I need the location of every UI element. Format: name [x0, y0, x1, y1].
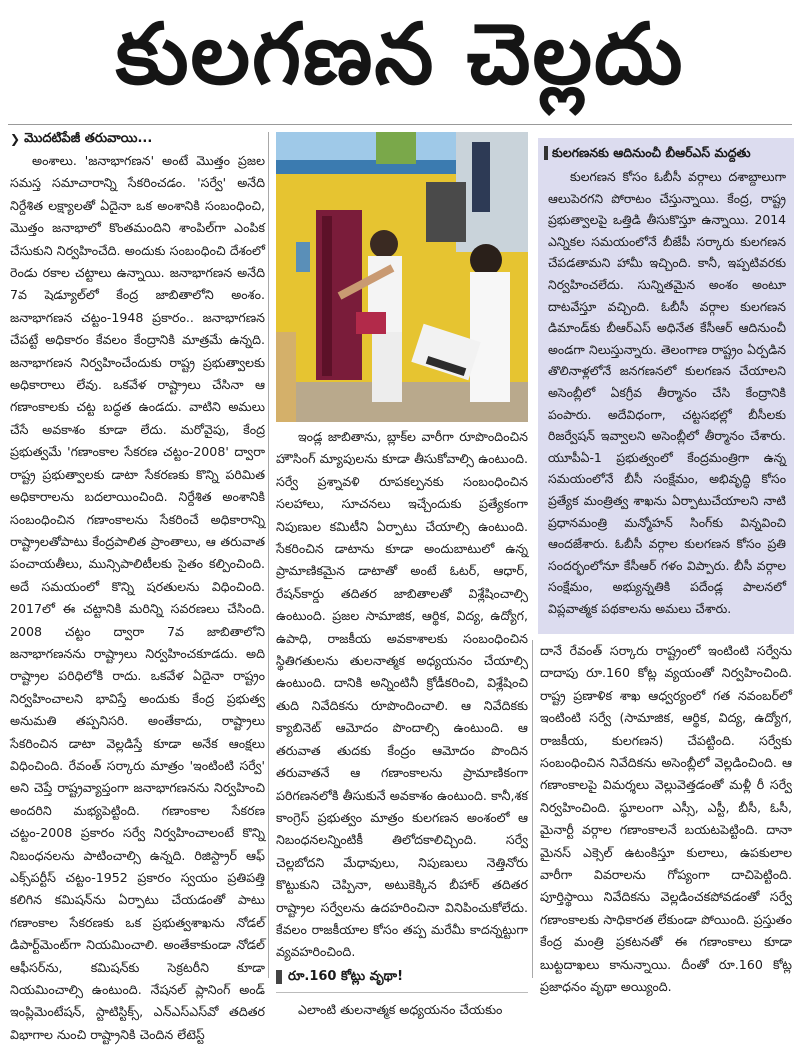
sidebar-body-text: కులగణన కోసం ఓబీసీ వర్గాలు దశాబ్దాలుగా ఆలుపెరగని పోరాటం చేస్తున్నాయి. కేంద్ర, రాష్ట్ర ప్రభుత్వాలపై ఒత్తిడి తీసుకొస్తూ ఉన్నాయి. 2014 ఎన్నికల సమయంలోనే బీజేపీ సర్కారు కులగణన చేపడతామని హామీ ఇచ్చింది. కానీ, ఇప్పటివరకు నిర్వహించలేదు. సున్నితమైన అంశం అంటూ దాటవేస్తూ వచ్చింది. ఓబీసీ వర్గాల కులగణన డిమాండ్‌కు బీఆర్‌ఎస్ అధినేత కేసీఆర్ ఆదినుంచీ అండగా నిలుస్తున్నారు. తెలంగాణ రాష్ట్రం ఏర్పడిన తొలినాళ్లలోనే జనగణనలో కులగణన చేయాలని అసెంబ్లీలో ఏకగ్రీవ తీర్మానం చేసి కేంద్రానికి పంపారు. అదేవిధంగా, చట్టసభల్లో బీసీలకు రిజర్వేషన్ ఇవ్వాలని అసెంబ్లీలో తీర్మానం చేశారు. యూపీఏ-1 ప్రభుత్వంలో కేంద్రమంత్రిగా ఉన్న సమయంలోనే బీసీ సంక్షేమం, అభివృద్ధి కోసం ప్రత్యేక మంత్రిత్వ శాఖను ఏర్పాటుచేయాలని నాటి ప్రధానమంత్రి మన్మోహన్ సింగ్‌కు విన్నవించి ఆందజేశారు. ఓబీసీ వర్గాల కులగణన కోసం ప్రతి సందర్భంలోనూ కేసీఆర్ గళం విప్పారు. బీసీ వర్గాల సంక్షేమం, అభ్యున్నతికి పదేండ్ల పాలనలో విప్లవాత్మక పథకాలను అమలు చేశారు. — [548, 169, 786, 616]
continuation-kicker — [10, 128, 265, 150]
column-divider — [532, 640, 533, 978]
headline: కులగణన చెల్లదు — [115, 4, 685, 103]
subhead-rule — [276, 992, 528, 993]
subhead-label: రూ.160 కోట్లు వృథా! — [288, 968, 403, 984]
left-column-body: అంశాలు. 'జనాభాగణన' అంటే మొత్తం ప్రజల సమస్త సమాచారాన్ని సేకరించడం. 'సర్వే' అనేది నిర్దేశిత లక్ష్యాలతో ఏదైనా ఒక అంశానికి సంబంధించి, మొత్తం జనాభాలో కొంతమందిని శాంపిల్‌గా ఎంపిక చేసుకుని నిర్వహించేది. అందుకు సంబంధించి దేశంలో రెండు రకాల చట్టాలు ఉన్నాయి. జనాభాగణన అనేది 7వ షెడ్యూల్‌లో కేంద్ర జాబితాలోని అంశం. జనాభాగణన చట్టం-1948 ప్రకారం.. జనాభాగణన చేపట్టే అధికారం కేవలం కేంద్రానికి మాత్రమే ఉన్నది. జనాభాగణన నిర్వహించేందుకు రాష్ట్ర ప్రభుత్వాలకు అధికారాలు లేవు. ఒకవేళ రాష్ట్రాలు చేసినా ఆ గణాంకాలకు చట్ట బద్ధత ఉండదు. వాటిని అమలు చేసే అవకాశం కూడా లేదు. మరోవైపు, కేంద్ర ప్రభుత్వమే 'గణాంకాల సేకరణ చట్టం-2008' ద్వారా రాష్ట్ర ప్రభుత్వాలకు డాటా సేకరణకు కొన్ని పరిమిత అధికారాలను బదలాయించింది. నిర్దేశిత అంశానికి సంబంధించిన గణాంకాలను సేకరించే అధికారాన్ని రాష్ట్రాలతోపాటు కేంద్రపాలిత ప్రాంతాలు, ఆ తరువాత పంచాయతీలు, మున్సిపాలిటీలకు సైతం కల్పించింది. అదే సమయంలో కొన్ని షరతులను విధించింది. 2017లో ఈ చట్టానికి మరిన్ని సవరణలు చేసింది. 2008 చట్టం ద్వారా 7వ జాబితాలోని జనాభాగణనను రాష్ట్రాలు నిర్వహించకూడదు. అది రాష్ట్రాల పరిధిలోకి రాదు. ఒకవేళ ఏదైనా రాష్ట్రం నిర్వహించాలని భావిస్తే అందుకు కేంద్ర ప్రభుత్వ అనుమతి తప్పనిసరి. అంతేకాదు, రాష్ట్రాలు సేకరించిన డాటా వెల్లడిస్తే కూడా అనేక ఆంక్షలు విధించింది. రేవంత్ సర్కారు మాత్రం 'ఇంటింటి సర్వే' అని చెప్తే రాష్ట్రవ్యాప్తంగా జనాభాగణనను నిర్వహించి అందరిని మభ్యపెట్టింది. గణాంకాల సేకరణ చట్టం-2008 ప్రకారం సర్వే నిర్వహించాలంటే కొన్ని నిబంధనలను పాటించాల్సి ఉన్నది. రిజిస్ట్రార్ ఆఫ్ ఎక్స్‌పర్టీస్ చట్టం-1952 ప్రకారం స్వయం ప్రతిపత్తి కలిగిన కమిషన్‌ను ఏర్పాటు చేయడంతో పాటు గణాంకాల సేకరణకు ఒక ప్రభుత్వశాఖను నోడల్ డిపార్ట్‌మెంట్‌గా నియమించాలి. అంతేకాకుండా నోడల్ ఆఫీసర్‌ను, కమిషన్‌కు సెక్రటరీని కూడా నియమించాల్సి ఉంటుంది. నేషనల్ ప్లానింగ్ అండ్ ఇంప్లిమెంటేషన్, స్టాటిస్టిక్స్, ఎన్‌ఎస్‌ఎస్‌వో తదితర విభాగాల నుంచి రాష్ట్రానికి చెందిన లేటెస్ట్ — [10, 153, 265, 1042]
right-column-body: దానే రేవంత్ సర్కారు రాష్ట్రంలో ఇంటింటి సర్వేను దాదాపు రూ.160 కోట్ల వ్యయంతో నిర్వహించింది. రాష్ట్ర ప్రణాళిక శాఖ ఆధ్వర్యంలో గత నవంబర్‌లో ఇంటింటి సర్వే (సామాజిక, ఆర్థిక, విద్య, ఉద్యోగ, రాజకీయ, కులగణన) చేపట్టింది. సర్వేకు సంబంధించిన నివేదికను అసెంబ్లీలో వెల్లడించింది. ఆ గణాంకాలపై విమర్శలు వెల్లువెత్తడంతో మళ్లీ రీ సర్వే నిర్వహించింది. స్థూలంగా ఎస్సీ, ఎస్టీ, బీసీ, ఓసీ, మైనార్టీ వర్గాల గణాంకాలనే బయటపెట్టింది. దానా మైనస్ ఎక్సెల్ ఉటంకిస్తూ కులాలు, ఉపకులాల వారీగా వివరాలను గోప్యంగా దాచిపెట్టింది. పూర్తిస్థాయి నివేదికను వెల్లడించకపోవడంతో సర్వే గణాంకాలకు సాధికారత లేకుండా పోయింది. ప్రస్తుతం కేంద్ర మంత్రి ప్రకటనతో ఈ గణాంకాలు కూడా బుట్టదాఖలు కానున్నాయి. దీంతో రూ.160 కోట్ల ప్రజాధనం వృథా అయ్యింది. — [540, 643, 792, 995]
kicker-label: మొదటిపేజీ తరువాయి... — [24, 131, 153, 146]
right-column — [540, 640, 792, 995]
sidebar-body — [538, 166, 794, 619]
subhead-waste — [276, 966, 528, 988]
middle-column-body: ఇండ్ల జాబితాను, బ్లాక్‌ల వారీగా రూపొందించిన హౌసింగ్ మ్యాపులను కూడా తీసుకోవాల్సి ఉంటుంది. సర్వే ప్రశ్నావళి రూపకల్పనకు సంబంధించిన సలహాలు, సూచనలు ఇచ్చేందుకు ప్రత్యేకంగా నిపుణుల కమిటీని ఏర్పాటు చేయాల్సి ఉంటుంది. సేకరించిన డాటాను కూడా అందుబాటులో ఉన్న ప్రామాణికమైన డాటాతో అంటే ఓటర్, ఆధార్, రేషన్‌కార్డు తదితర జాబితాలతో విశ్లేషించాల్సి ఉంటుంది. ప్రజల సామాజిక, ఆర్థిక, విద్య, ఉద్యోగ, ఉపాధి, రాజకీయ అవకాశాలకు సంబంధించిన స్థితిగతులను తులనాత్మక అధ్యయనం చేయాల్సి ఉంటుంది. దానికి అన్నింటినీ క్రోడీకరించి, విశ్లేషించి తుది నివేదికను రూపొందించాలి. ఆ నివేదికకు క్యాబినెట్ ఆమోదం పొందాల్సి ఉంటుంది. ఆ తరువాత తుదకు కేంద్రం ఆమోదం పొందిన తరువాతనే ఆ గణాంకాలను ప్రామాణికంగా పరిగణనలోకి తీసుకునే అవకాశం ఉంటుంది. కానీ,శక కాంగ్రెస్ ప్రభుత్వం మాత్రం కులగణన అంశంలో ఆ నిబంధనలన్నింటికీ తిలోదకాలిచ్చింది. సర్వే చెల్లబోదని మేధావులు, నిపుణులు నెత్తినోరు కొట్టుకుని చెప్పినా, అటుకెక్కిన బీహార్ తదితర రాష్ట్రాల సర్వేలను ఉదహరించినా వినిపించుకోలేదు. కేవలం రాజకీయాల కోసం తప్ప మరేమీ కాదన్నట్టుగా వ్యవహరించింది. — [276, 429, 528, 960]
middle-column-tail: ఎలాంటి తులనాత్మక అధ్యయనం చేయకుం — [298, 1002, 503, 1018]
middle-column — [276, 426, 528, 1018]
brs-support-sidebar — [538, 138, 794, 634]
survey-photo-illustration — [276, 132, 528, 422]
column-divider — [268, 132, 269, 978]
survey-photo — [276, 132, 528, 422]
sidebar-heading: కులగణనకు ఆదినుంచీ బీఆర్‌ఎస్ మద్దతు — [538, 138, 794, 166]
left-column — [10, 128, 265, 1042]
chevron-right-icon: ❯ — [10, 132, 21, 146]
headline-rule — [8, 124, 792, 125]
subhead-bar-icon — [276, 970, 282, 984]
